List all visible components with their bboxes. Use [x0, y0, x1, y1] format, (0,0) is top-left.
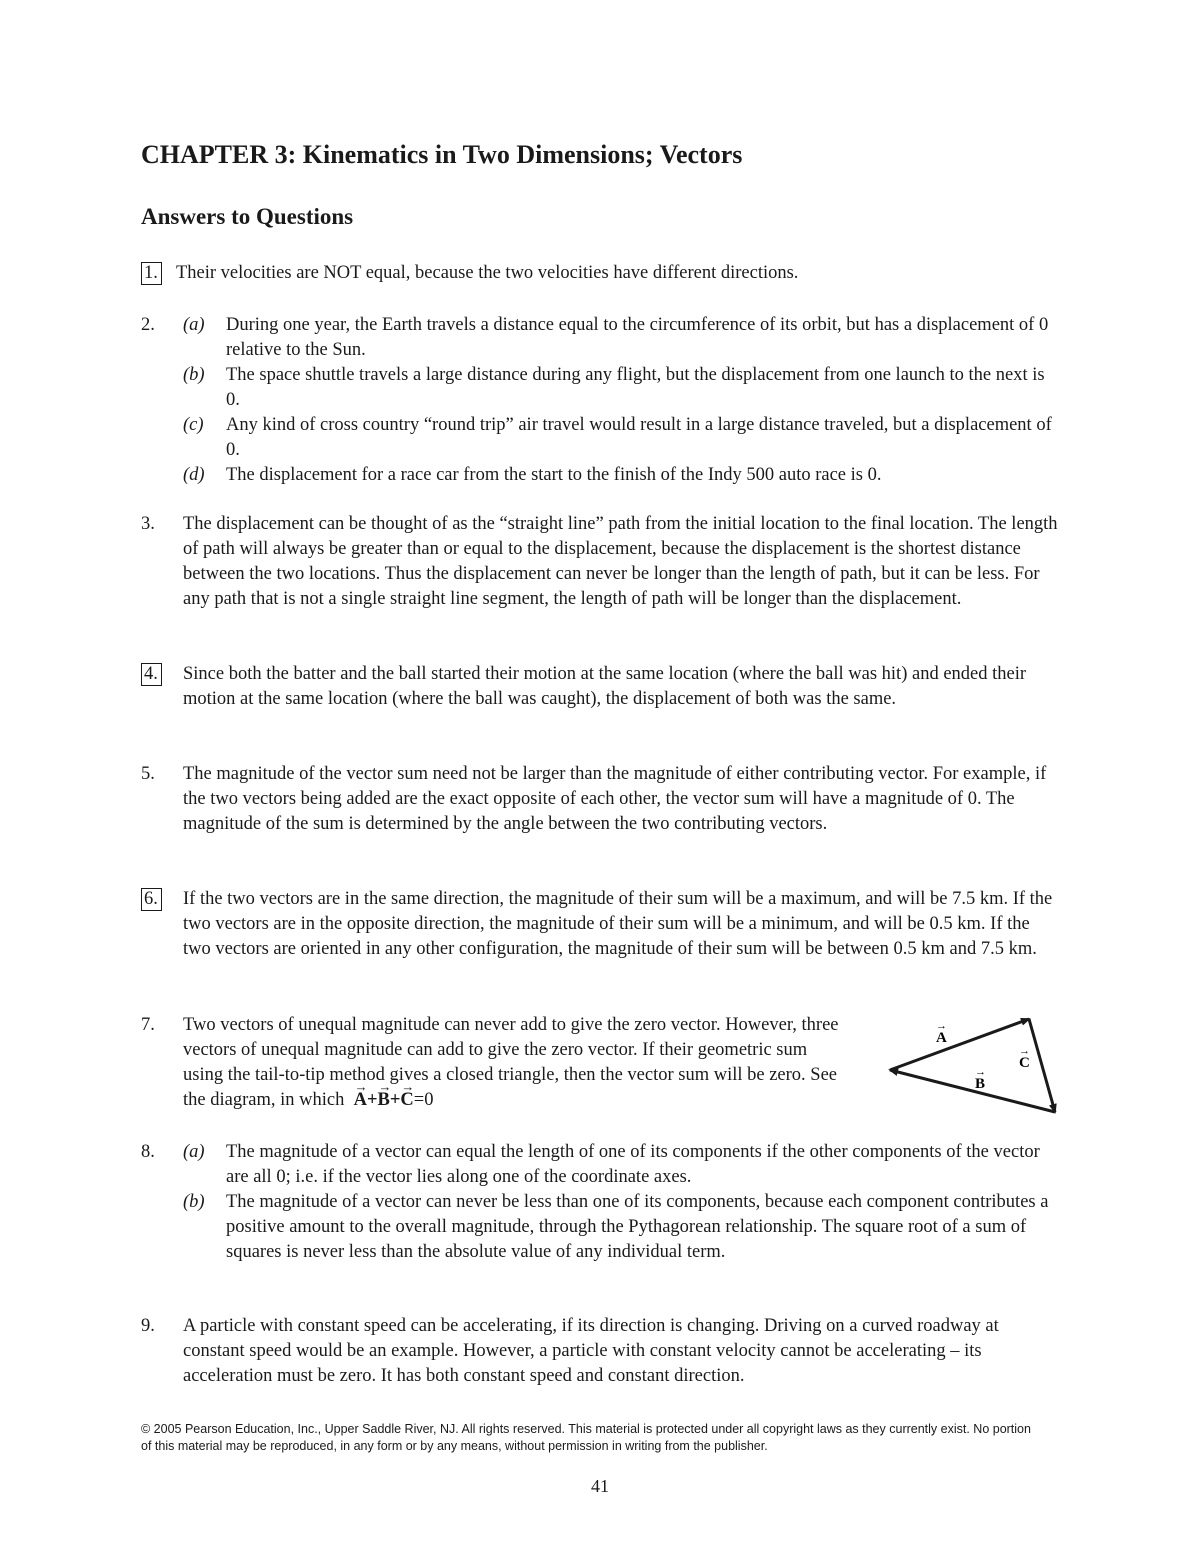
answer-text: Their velocities are NOT equal, because the two velocities have different directions. [176, 263, 799, 283]
label-vector-c: C [1019, 1055, 1030, 1071]
sub-answer-b [183, 363, 1061, 413]
sub-answer-text: The magnitude of a vector can equal the length of one of its components if the other components of the vector are all 0; i.e. if the vector lies along one of the coordinate axes. [226, 1142, 1040, 1187]
sub-answer-text: During one year, the Earth travels a distance equal to the circumference of its orbit, but has a displacement of 0 relative to the Sun. [226, 315, 1049, 360]
section-title: Answers to Questions [141, 204, 354, 229]
question-6 [141, 887, 1061, 962]
sub-answer-b [183, 1190, 1061, 1265]
sub-answer-c [183, 413, 1061, 463]
sub-letter: (b) [183, 365, 205, 385]
vector-arrow-icon: → [975, 1066, 986, 1078]
answer-text: A particle with constant speed can be accelerating, if its direction is changing. Driving on a curved roadway at constant speed would be an example. However, a particle with constant velocity cannot be accelerating – its acceleration must be zero. It has both constant speed and constant direction. [183, 1316, 999, 1386]
vector-sum-equation [349, 1090, 434, 1110]
question-number: 8. [141, 1142, 155, 1162]
question-number: 3. [141, 514, 155, 534]
label-vector-a: A [936, 1030, 947, 1046]
vector-a-arrow [890, 1019, 1029, 1070]
question-5 [141, 762, 1061, 837]
answer-text-body: Two vectors of unequal magnitude can never add to give the zero vector. However, three vectors of unequal magnitude can add to give the zero vector. If their geometric sum using the tail-to-tip method gives a closed triangle, then the vector sum will be zero. See the diagram, in which [183, 1015, 839, 1110]
question-4 [141, 662, 1061, 712]
vector-triangle-diagram [880, 1010, 1070, 1122]
sub-answer-a [183, 313, 1061, 363]
answer-text [183, 1013, 841, 1113]
plus-sign: + [366, 1090, 378, 1110]
question-7 [141, 1013, 841, 1113]
plus-sign: + [389, 1090, 401, 1110]
vector-a-symbol: → A [354, 1088, 367, 1113]
copyright-footer: © 2005 Pearson Education, Inc., Upper Saddle River, NJ. All rights reserved. This material is protected under all copyright laws as they currently exist. No portion of this material may be reproduced, in any form or by any means, without permission in writing from the publisher. [141, 1422, 1031, 1453]
question-number-boxed: 4. [141, 663, 162, 686]
sub-answer-text: The space shuttle travels a large distance during any flight, but the displacement from one launch to the next is 0. [226, 365, 1045, 410]
question-number-boxed: 6. [141, 888, 162, 911]
sub-letter: (a) [183, 1142, 205, 1162]
question-number: 9. [141, 1316, 155, 1336]
question-1 [141, 261, 1061, 286]
page-number: 41 [591, 1476, 609, 1496]
sub-answer-text: The magnitude of a vector can never be less than one of its components, because each component contributes a positive amount to the overall magnitude, through the Pythagorean relationship. The square root of a sum of squares is never less than the absolute value of any individual term. [226, 1192, 1049, 1262]
chapter-title: CHAPTER 3: Kinematics in Two Dimensions; Vectors [141, 140, 743, 169]
vector-c-symbol: → C [400, 1088, 413, 1113]
equals-zero: =0 [413, 1090, 434, 1110]
answer-text: The magnitude of the vector sum need not be larger than the magnitude of either contributing vector. For example, if the two vectors being added are the exact opposite of each other, the vector sum will have a magnitude of 0. The magnitude of the sum is determined by the angle between the two contributing vectors. [183, 764, 1047, 834]
sub-letter: (b) [183, 1192, 205, 1212]
vector-arrow-icon: → [1019, 1045, 1030, 1057]
answer-text: Since both the batter and the ball started their motion at the same location (where the ball was hit) and ended their motion at the same location (where the ball was caught), the displacement of both was the same. [183, 664, 1027, 709]
answer-text: The displacement can be thought of as the “straight line” path from the initial location to the final location. The length of path will always be greater than or equal to the displacement, because the displacement is the shortest distance between the two locations. Thus the displacement can never be longer than the length of path, but it can be less. For any path that is not a single straight line segment, the length of path will be longer than the displacement. [183, 514, 1058, 609]
question-2 [141, 313, 1061, 488]
sub-letter: (c) [183, 415, 204, 435]
question-number-boxed: 1. [141, 262, 162, 285]
question-number: 5. [141, 764, 155, 784]
question-number: 7. [141, 1015, 155, 1035]
question-8 [141, 1140, 1061, 1265]
question-number: 2. [141, 315, 155, 335]
question-3 [141, 512, 1061, 612]
sub-answer-text: The displacement for a race car from the start to the finish of the Indy 500 auto race is 0. [226, 465, 882, 485]
answer-text: If the two vectors are in the same direction, the magnitude of their sum will be a maximum, and will be 7.5 km. If the two vectors are in the opposite direction, the magnitude of their sum will be a minimum, and will be 0.5 km. If the two vectors are oriented in any other configuration, the magnitude of their sum will be between 0.5 km and 7.5 km. [183, 889, 1053, 959]
sub-letter: (a) [183, 315, 205, 335]
vector-arrow-icon: → [936, 1020, 947, 1032]
vector-b-arrow [890, 1070, 1055, 1112]
label-vector-b: B [975, 1076, 986, 1092]
sub-answer-d [183, 463, 1061, 488]
vector-b-symbol: → B [378, 1088, 390, 1113]
vector-c-arrow [1029, 1019, 1055, 1112]
question-9 [141, 1314, 1061, 1389]
sub-answer-a [183, 1140, 1061, 1190]
sub-letter: (d) [183, 465, 205, 485]
sub-answer-text: Any kind of cross country “round trip” air travel would result in a large distance traveled, but a displacement of 0. [226, 415, 1052, 460]
